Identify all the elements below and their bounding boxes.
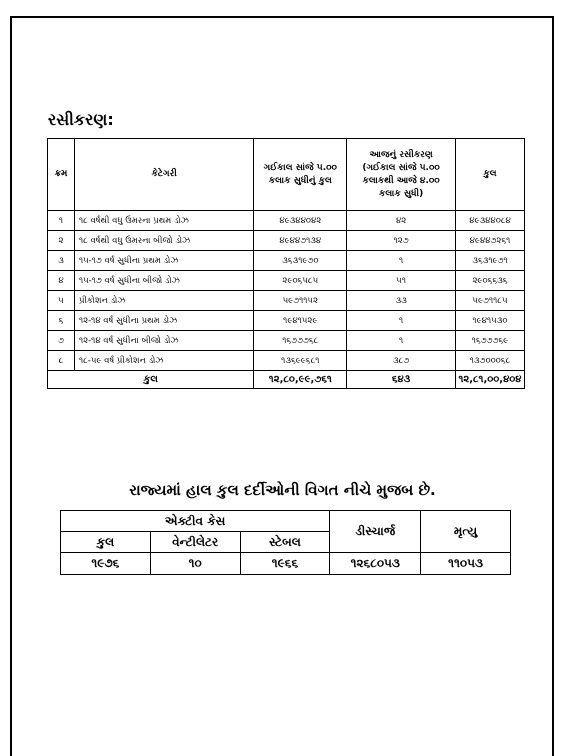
header-stable: સ્ટેબલ [240,532,330,553]
row-category: પ્રીકોશન ડોઝ [74,291,253,311]
row-total: ૧૬૭૭૭૬૯ [455,331,524,351]
header-sr: ક્રમ [48,139,75,211]
row-yesterday: ૧૯૪૧૫૨૯ [254,311,347,331]
row-total: ૩૬૩૧૯૭૧ [455,251,524,271]
row-sr: ૬ [48,311,75,331]
value-deaths: ૧૧૦૫૩ [421,553,511,575]
vaccination-header-row [48,139,525,211]
row-total: ૫૯૭૧૧૮૫ [455,291,524,311]
cases-table [60,510,511,575]
row-today: ૧ [347,311,456,331]
vaccination-row [48,291,525,311]
header-total: કુલ [455,139,524,211]
header-ventilator: વેન્ટીલેટર [150,532,240,553]
cases-values-row [61,553,511,575]
row-today: ૩૮૭ [347,351,456,371]
vaccination-row [48,311,525,331]
value-stable: ૧૯૬૬ [240,553,330,575]
header-active-cases: એક્ટીવ કેસ [61,511,330,532]
vaccination-table [47,138,525,389]
row-category: ૧૮ વર્ષથી વધુ ઉમરના પ્રથમ ડોઝ [74,211,253,231]
row-sr: ૪ [48,271,75,291]
total-yesterday: ૧૨,૮૦,૯૯,૭૬૧ [254,371,347,389]
row-today: ૧ [347,331,456,351]
header-cases-total: કુલ [61,532,151,553]
value-ventilator: ૧૦ [150,553,240,575]
vaccination-heading: રસીકરણ: [48,110,114,129]
header-yesterday: ગઈકાલ સાંજે ૫.૦૦ કલાક સુધીનું કુલ [254,139,347,211]
row-total: ૧૩૭૦૦૦૬૮ [455,351,524,371]
vaccination-row [48,351,525,371]
row-sr: ૩ [48,251,75,271]
row-today: ૧ [347,251,456,271]
row-yesterday: ૧૬૭૭૭૬૮ [254,331,347,351]
row-sr: ૨ [48,231,75,251]
row-today: ૩૩ [347,291,456,311]
vaccination-row [48,211,525,231]
row-category: ૧૮-૫૯ વર્ષ પ્રીકોશન ડોઝ [74,351,253,371]
row-sr: ૭ [48,331,75,351]
row-category: ૧૨-૧૪ વર્ષ સુધીના પ્રથમ ડોઝ [74,311,253,331]
value-discharge: ૧૨૬૮૦૫૩ [330,553,421,575]
vaccination-row [48,251,525,271]
vaccination-row [48,331,525,351]
row-total: ૨૯૦૬૬૩૬ [455,271,524,291]
value-total: ૧૯૭૬ [61,553,151,575]
row-total: ૪૯૩૪૪૦૮૪ [455,211,524,231]
row-yesterday: ૧૩૬૯૯૬૮૧ [254,351,347,371]
vaccination-total-row [48,371,525,389]
row-sr: ૫ [48,291,75,311]
row-yesterday: ૩૬૩૧૯૭૦ [254,251,347,271]
row-today: ૪૨ [347,211,456,231]
cases-header-row [61,511,511,532]
header-deaths: મૃત્યુ [421,511,511,553]
row-category: ૧૮ વર્ષથી વધુ ઉમરના બીજો ડોઝ [74,231,253,251]
row-yesterday: ૪૯૪૪૭૧૩૪ [254,231,347,251]
row-sr: ૧ [48,211,75,231]
header-discharge: ડીસ્ચાર્જ [330,511,421,553]
vaccination-row [48,271,525,291]
total-label: કુલ [48,371,254,389]
row-total: ૧૯૪૧૫૩૦ [455,311,524,331]
vaccination-row [48,231,525,251]
row-category: ૧૫-૧૭ વર્ષ સુધીના પ્રથમ ડોઝ [74,251,253,271]
row-yesterday: ૪૯૩૪૪૦૪૨ [254,211,347,231]
total-today: ૬૪૩ [347,371,456,389]
row-yesterday: ૫૯૭૧૧૫૨ [254,291,347,311]
row-sr: ૮ [48,351,75,371]
header-category: કેટેગરી [74,139,253,211]
row-category: ૧૫-૧૭ વર્ષ સુધીના બીજો ડોઝ [74,271,253,291]
row-today: ૧૨૭ [347,231,456,251]
row-total: ૪૯૪૪૭૨૬૧ [455,231,524,251]
row-yesterday: ૨૯૦૬૫૮૫ [254,271,347,291]
total-total: ૧૨,૮૧,૦૦,૪૦૪ [455,371,524,389]
header-today: આજનું રસીકરણ (ગઈકાલ સાંજે ૫.૦૦ કલાકથી આજે ૪.૦૦ કલાક સુધી) [347,139,456,211]
row-today: ૫૧ [347,271,456,291]
cases-heading: રાજ્યમાં હાલ કુલ દર્દીઓની વિગત નીચે મુજબ છે. [129,481,436,499]
row-category: ૧૨-૧૪ વર્ષ સુધીના બીજો ડોઝ [74,331,253,351]
